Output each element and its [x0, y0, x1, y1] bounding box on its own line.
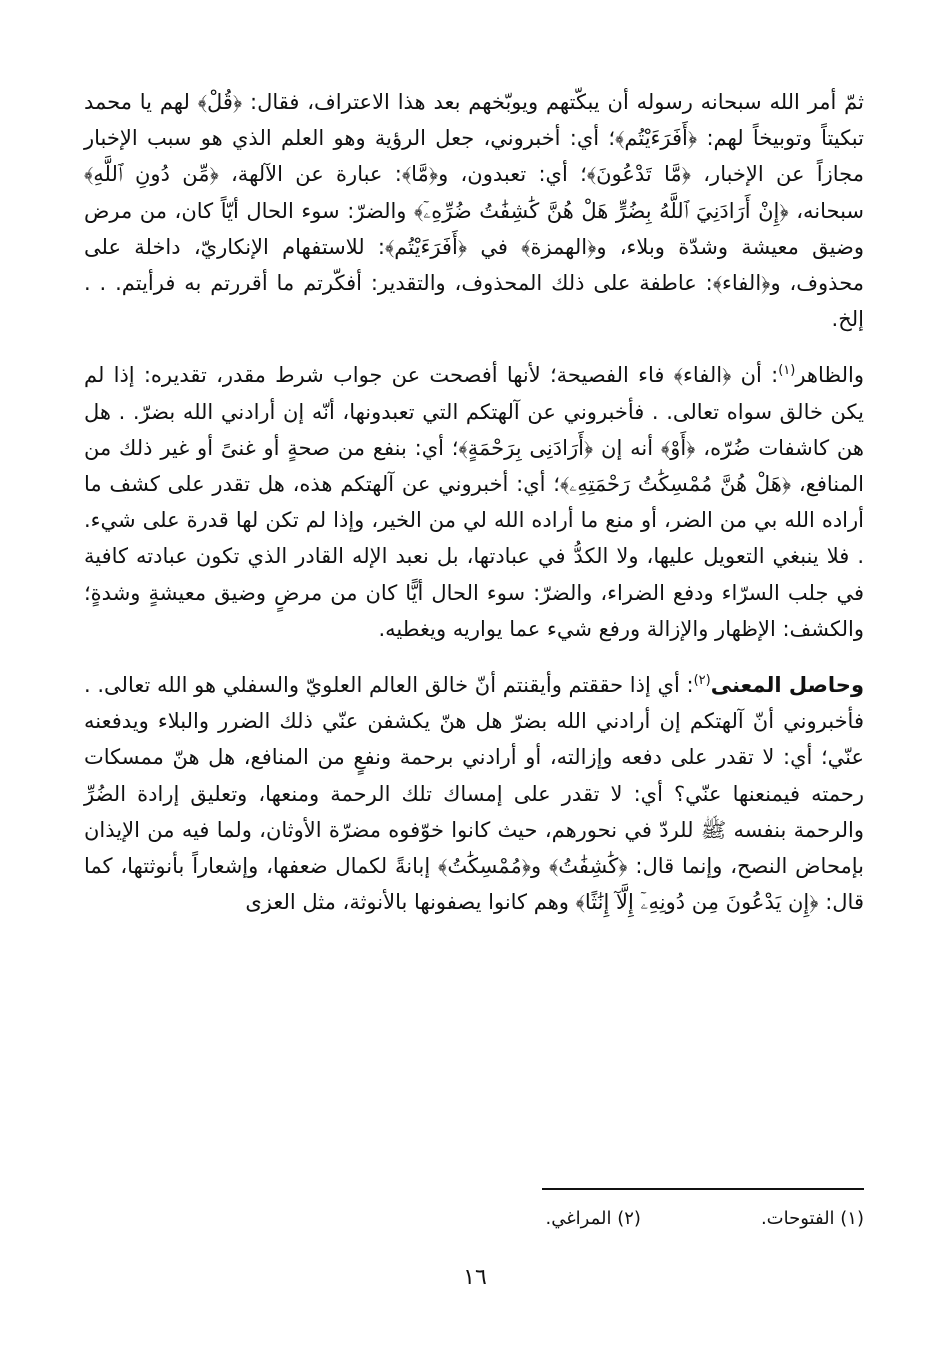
paragraph-3-lead: وحاصل المعنى [710, 673, 864, 698]
paragraph-1 [84, 84, 864, 337]
paragraph-2-lead: والظاهر [795, 363, 864, 388]
paragraph-3 [84, 667, 864, 920]
footnote-2: (٢) المراغي. [545, 1208, 641, 1229]
page-number: ١٦ [463, 1265, 487, 1290]
paragraph-3-footnote-ref: (٢) [693, 673, 711, 689]
page-body [84, 84, 864, 920]
paragraph-2 [84, 357, 864, 647]
footnotes [444, 1205, 864, 1233]
paragraph-2-text: : أن ﴿الفاء﴾ فاء الفصيحة؛ لأنها أفصحت عن جواب شرط مقدر، تقديره: إذا لم يكن خالق سواه تعالى. . فأخبروني عن آلهتكم التي تعبدونها، أنّه إن أرادني الله بضرّ. . هل هن كاشفات ضُرّه، ﴿أَوْ﴾ أنه إن ﴿أَرَادَنِى بِرَحْمَةٍ﴾؛ أي: بنفع من صحةٍ أو غنىً أو غير ذلك من المنافع، ﴿هَلْ هُنَّ مُمْسِكَٰتُ رَحْمَتِهِۦ﴾؛ أي: أخبروني عن آلهتكم هذه، هل تقدر على كشف ما أراده الله بي من الضر، أو منع ما أراده الله لي من الخير، وإذا لم تكن لها قدرة على شيء. . فلا ينبغي التعويل عليها، ولا الكدُّ في عبادتها، بل نعبد الإله القادر الذي تكون عبادته كافية في جلب السرّاء ودفع الضراء، والضرّ: سوء الحال أيًّا كان من مرضٍ وضيق معيشةٍ وشدةٍ؛ والكشف: الإظهار والإزالة ورفع شيء عما يواريه ويغطيه. [84, 363, 864, 641]
paragraph-2-footnote-ref: (١) [778, 363, 796, 379]
paragraph-1-text: ثمّ أمر الله سبحانه رسوله أن يبكّتهم ويوبّخهم بعد هذا الاعتراف، فقال: ﴿قُلْ﴾ لهم يا محمد تبكيتاً وتوبيخاً لهم: ﴿أَفَرَءَيْتُم﴾؛ أي: أخبروني، جعل الرؤية وهو العلم الذي هو سبب الإخبار مجازاً عن الإخبار، ﴿مَّا تَدْعُونَ﴾؛ أي: تعبدون، و﴿مَّا﴾: عبارة عن الآلهة، ﴿مِّن دُونِ ٱللَّهِ﴾ سبحانه، ﴿إِنْ أَرَادَنِيَ ٱللَّهُ بِضُرٍّ هَلْ هُنَّ كَٰشِفَٰتُ ضُرِّهِۦٓ﴾ والضرّ: سوء الحال أيّاً كان، من مرض وضيق معيشة وشدّة وبلاء، و﴿الهمزة﴾ في ﴿أَفَرَءَيْتُم﴾: للاستفهام الإنكاريّ، داخلة على محذوف، و﴿الفاء﴾: عاطفة على ذلك المحذوف، والتقدير: أفكّرتم ما أقررتم به فرأيتم. . . إلخ. [84, 90, 864, 332]
footnote-1: (١) الفتوحات. [760, 1208, 864, 1229]
paragraph-3-text: : أي إذا حققتم وأيقنتم أنّ خالق العالم العلويّ والسفلي هو الله تعالى. . فأخبروني أنّ آلهتكم إن أرادني الله بضرّ هل هنّ يكشفن عنّي ذلك الضرر والبلاء ويدفعنه عنّي؛ أي: لا تقدر على دفعه وإزالته، أو أرادني برحمة ونفعٍ من المنافع، هل هنّ ممسكات رحمته فيمنعنها عنّي؟ أي: لا تقدر على إمساك تلك الرحمة ومنعها، وتعليق إرادة الضُرِّ والرحمة بنفسه ﷺ للردّ في نحورهم، حيث كانوا خوّفوه مضرّة الأوثان، ولما فيه من الإيذان بإمحاض النصح، وإنما قال: ﴿كَٰشِفَٰتُ﴾ و﴿مُمْسِكَٰتُ﴾ إبانةً لكمال ضعفها، وإشعاراً بأنوثتها، كما قال: ﴿إِن يَدْعُونَ مِن دُونِهِۦٓ إِلَّآ إِنَٰثًا﴾ وهم كانوا يصفونها بالأنوثة، مثل العزى [84, 673, 864, 915]
footnote-separator [542, 1188, 864, 1190]
